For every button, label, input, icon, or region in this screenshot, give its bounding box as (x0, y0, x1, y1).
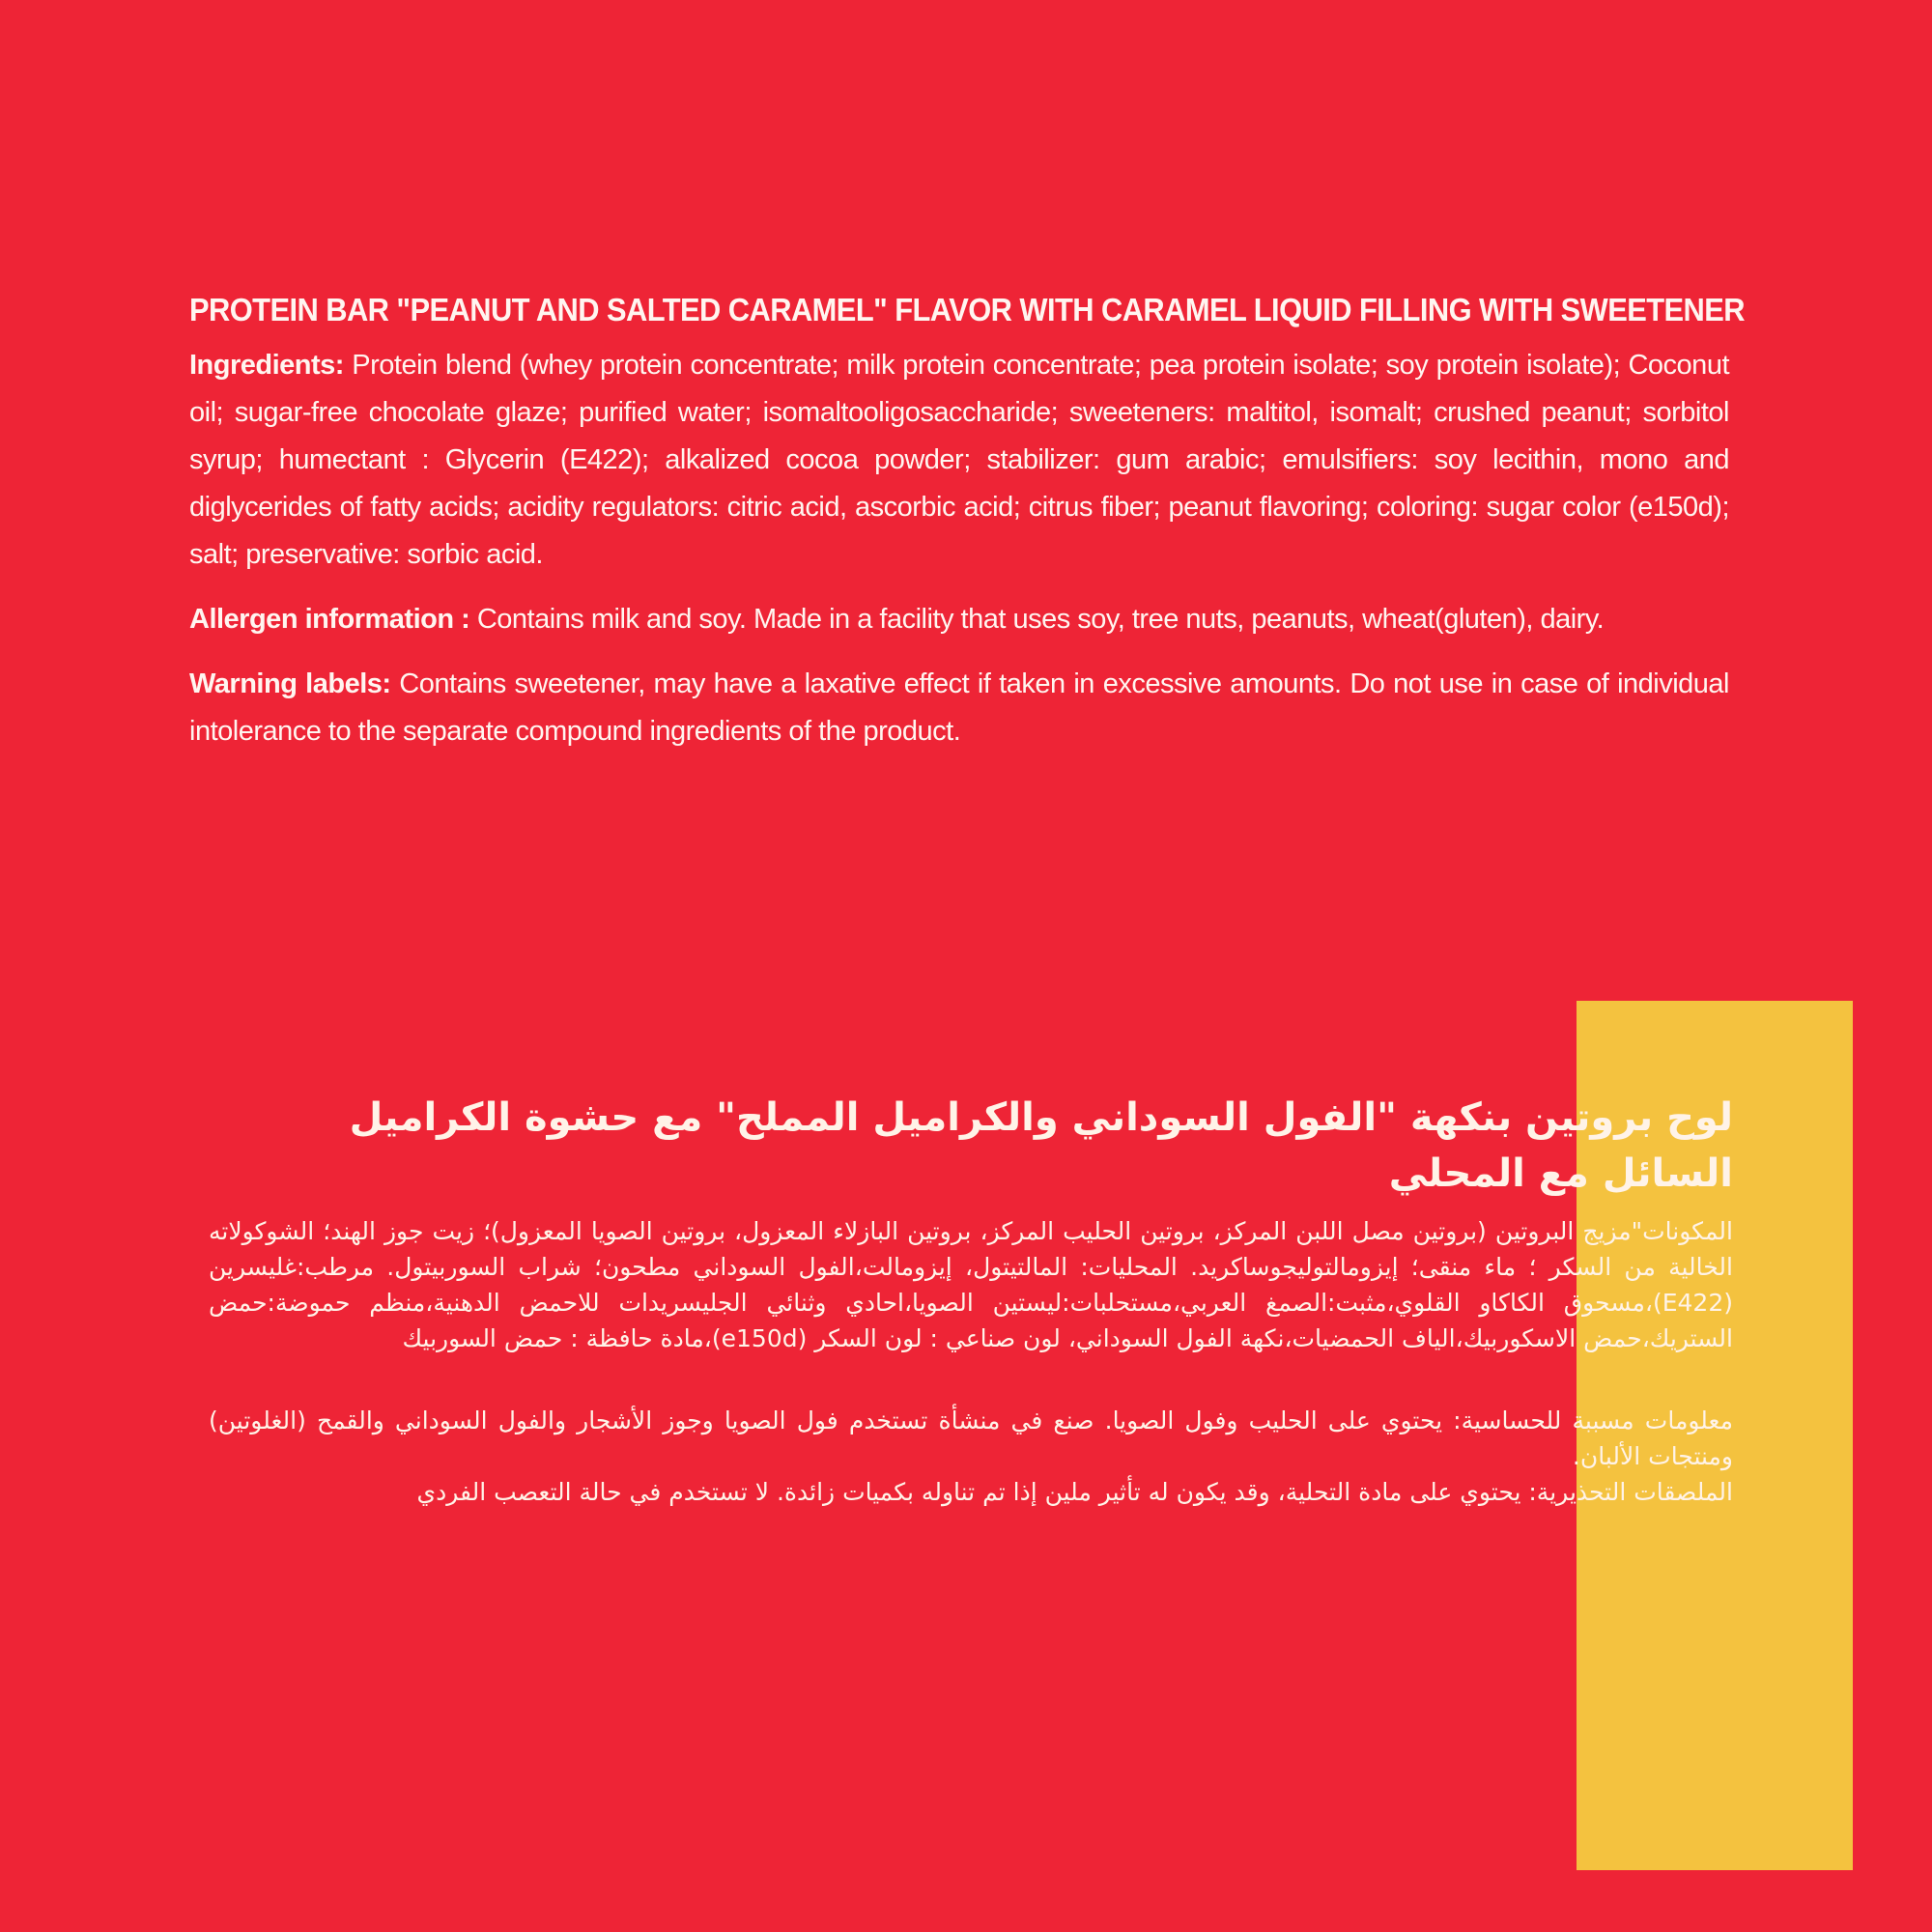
allergen-label-en: Allergen information : (189, 604, 470, 635)
product-title-ar: لوح بروتين بنكهة "الفول السوداني والكراميل المملح" مع حشوة الكراميل السائل مع المحلي (349, 1095, 1733, 1196)
warning-label-en: Warning labels: (189, 668, 391, 699)
ingredients-text-en: Protein blend (whey protein concentrate; milk protein concentrate; pea protein isolate; soy protein isolate); Coconut oil; sugar-free chocolate glaze; purified water; isomaltooligosaccharide; sweeteners: maltitol, isomalt; crushed peanut; sorbitol syrup; humectant : Glycerin (E422); alkalized cocoa powder; stabilizer: gum arabic; emulsifiers: soy lecithin, mono and diglycerides of fatty acids; acidity regulators: citric acid, ascorbic acid; citrus fiber; peanut flavoring; coloring: sugar color (e150d); salt; preservative: sorbic acid. (189, 350, 1729, 570)
product-title-en: PROTEIN BAR "PEANUT AND SALTED CARAMEL" FLAVOR WITH CARAMEL LIQUID FILLING WITH SWEETENER (189, 292, 1746, 327)
english-label-section (189, 286, 1746, 755)
warning-paragraph-en (189, 661, 1729, 755)
warning-text-en: Contains sweetener, may have a laxative effect if taken in excessive amounts. Do not use in case of individual intolerance to the separate compound ingredients of the product. (189, 668, 1729, 747)
allergen-paragraph-en (189, 596, 1729, 643)
warning-paragraph-ar: الملصقات التحذيرية: يحتوي على مادة التحلية، وقد يكون له تأثير ملين إذا تم تناوله بكميات زائدة. لا تستخدم في حالة التعصب الفردي (416, 1478, 1733, 1506)
allergen-text-en: Contains milk and soy. Made in a facility that uses soy, tree nuts, peanuts, wheat(gluten), dairy. (469, 604, 1605, 635)
arabic-label-section (209, 1090, 1733, 1510)
ingredients-label-en: Ingredients: (189, 350, 344, 381)
ingredients-paragraph-ar: المكونات"مزيج البروتين (بروتين مصل اللبن المركز، بروتين الحليب المركز، بروتين البازلاء المعزول، بروتين الصويا المعزول)؛ زيت جوز الهند؛ الشوكولاته الخالية من السكر ؛ ماء منقى؛ إيزومالتوليجوساكريد. المحليات: المالتيتول، إيزومالت،الفول السوداني مطحون؛ شراب السوربيتول. مرطب:غليسرين (E422)،مسحوق الكاكاو القلوي،مثبت:الصمغ العربي،مستحلبات:ليستين الصويا،احادي وثنائي الجليسريدات للاحمض الدهنية،منظم حموضة:حمض الستريك،حمض الاسكوربيك،الياف الحمضيات،نكهة الفول السوداني، لون صناعي : لون السكر (e150d)،مادة حافظة : حمض السوربيك (209, 1217, 1733, 1352)
ingredients-paragraph-en (189, 342, 1729, 579)
allergen-paragraph-ar: معلومات مسببة للحساسية: يحتوي على الحليب وفول الصويا. صنع في منشأة تستخدم فول الصويا وجوز الأشجار والفول السوداني والقمح (الغلوتين) ومنتجات الألبان. (209, 1406, 1733, 1470)
